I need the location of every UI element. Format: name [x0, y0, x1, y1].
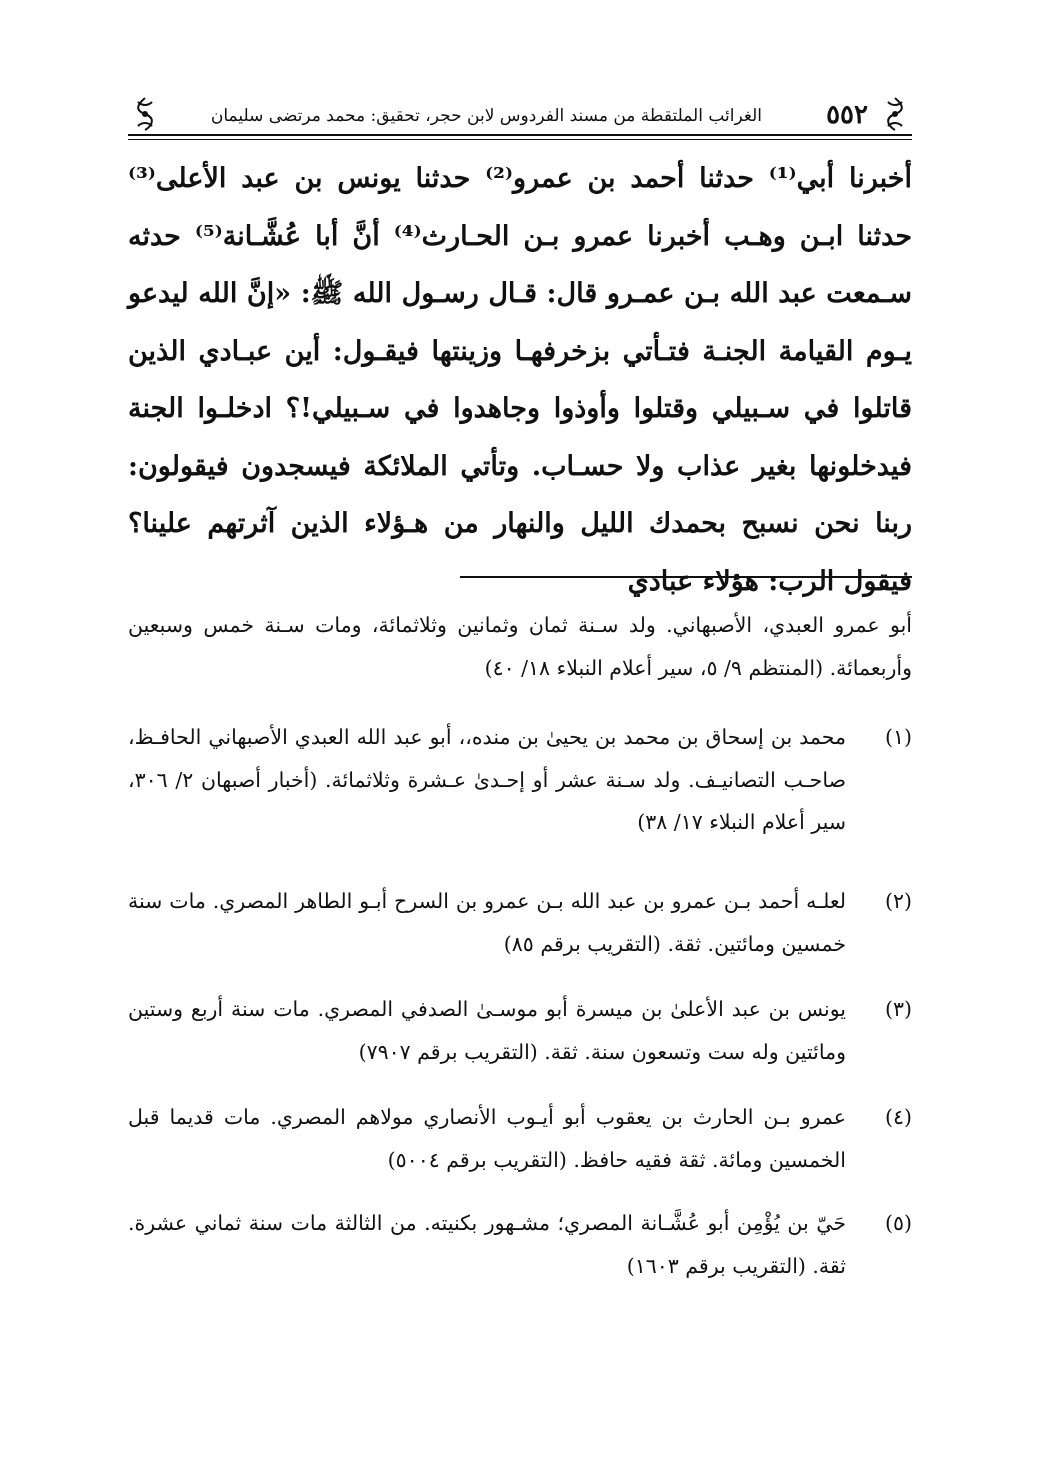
- footnote-item: [128, 880, 912, 965]
- footnote-text: حَيّ بن يُؤْمِن أبو عُشَّـانة المصري؛ مشـهور بكنيته. من الثالثة مات سنة ثماني عشرة. ثقة. (التقريب برقم ١٦٠٣): [128, 1211, 846, 1278]
- footnote-marker: (٣): [884, 997, 912, 1021]
- footnote-marker: (٤): [884, 1105, 912, 1129]
- footnote-marker: (١): [884, 725, 912, 749]
- footnote-marker: (٢): [884, 889, 912, 913]
- header-rule: [128, 134, 912, 136]
- running-header: [128, 94, 912, 140]
- footnote-item: [128, 988, 912, 1073]
- header-rule-thin: [128, 139, 912, 140]
- footnote-text: لعلـه أحمد بـن عمرو بن عبد الله بـن عمرو بن السرح أبـو الطاهر المصري. مات سنة خمسين ومائتين. ثقة. (التقريب برقم ٨٥): [128, 889, 846, 956]
- ornament-icon: [880, 96, 910, 132]
- footnote-continuation: [128, 604, 912, 689]
- footnote-text: يونس بن عبد الأعلىٰ بن ميسرة أبو موسـىٰ الصدفي المصري. مات سنة أربع وستين ومائتين وله ست وتسعون سنة. ثقة. (التقريب برقم ٧٩٠٧): [128, 997, 846, 1064]
- ornament-icon: [130, 96, 160, 132]
- footnote-item: [128, 1096, 912, 1181]
- footnote-continuation-text: أبو عمرو العبدي، الأصبهاني. ولد سـنة ثمان وثمانين وثلاثمائة، ومات سـنة خمس وسبعين وأربعمائة. (المنتظم ٩/ ٥، سير أعلام النبلاء ١٨/ ٤٠): [128, 613, 912, 680]
- main-text: [128, 150, 912, 610]
- footnote-item: [128, 716, 912, 844]
- header-title: الغرائب الملتقطة من مسند الفردوس لابن حجر، تحقيق: محمد مرتضى سليمان: [210, 106, 762, 126]
- footnote-marker: (٥): [884, 1211, 912, 1235]
- footnote-item: [128, 1202, 912, 1287]
- footnote-text: عمرو بـن الحارث بن يعقوب أبو أيـوب الأنصاري مولاهم المصري. مات قديما قبل الخمسين ومائة. ثقة فقيه حافظ. (التقريب برقم ٥٠٠٤): [128, 1105, 846, 1172]
- footnote-divider: [460, 576, 912, 578]
- hadith-paragraph: أخبرنا أبي⁽¹⁾ حدثنا أحمد بن عمرو⁽²⁾ حدثنا يونس بن عبد الأعلى⁽³⁾ حدثنا ابـن وهـب أخبرنا عمرو بـن الحـارث⁽⁴⁾ أنَّ أبا عُشَّـانة⁽⁵⁾ حدثه سـمعت عبد الله بـن عمـرو قال: قـال رسـول الله ﷺ: «إنَّ الله ليدعو يـوم القيامة الجنـة فتـأتي بزخرفهـا وزينتها فيقـول: أين عبـادي الذين قاتلوا في سـبيلي وقتلوا وأوذوا وجاهدوا في سـبيلي!؟ ادخلـوا الجنة فيدخلونها بغير عذاب ولا حسـاب. وتأتي الملائكة فيسجدون فيقولون: ربنا نحن نسبح بحمدك الليل والنهار من هـؤلاء الذين آثرتهم علينا؟ فيقول الرب: هؤلاء عبادي: [128, 163, 913, 597]
- page-number: ٥٥٢: [826, 100, 868, 130]
- footnote-text: محمد بن إسحاق بن محمد بن يحيىٰ بن منده،، أبو عبد الله العبدي الأصبهاني الحافـظ، صاحـب التصانيـف. ولد سـنة عشر أو إحـدىٰ عـشرة وثلاثمائة. (أخبار أصبهان ٢/ ٣٠٦، سير أعلام النبلاء ١٧/ ٣٨): [128, 725, 846, 834]
